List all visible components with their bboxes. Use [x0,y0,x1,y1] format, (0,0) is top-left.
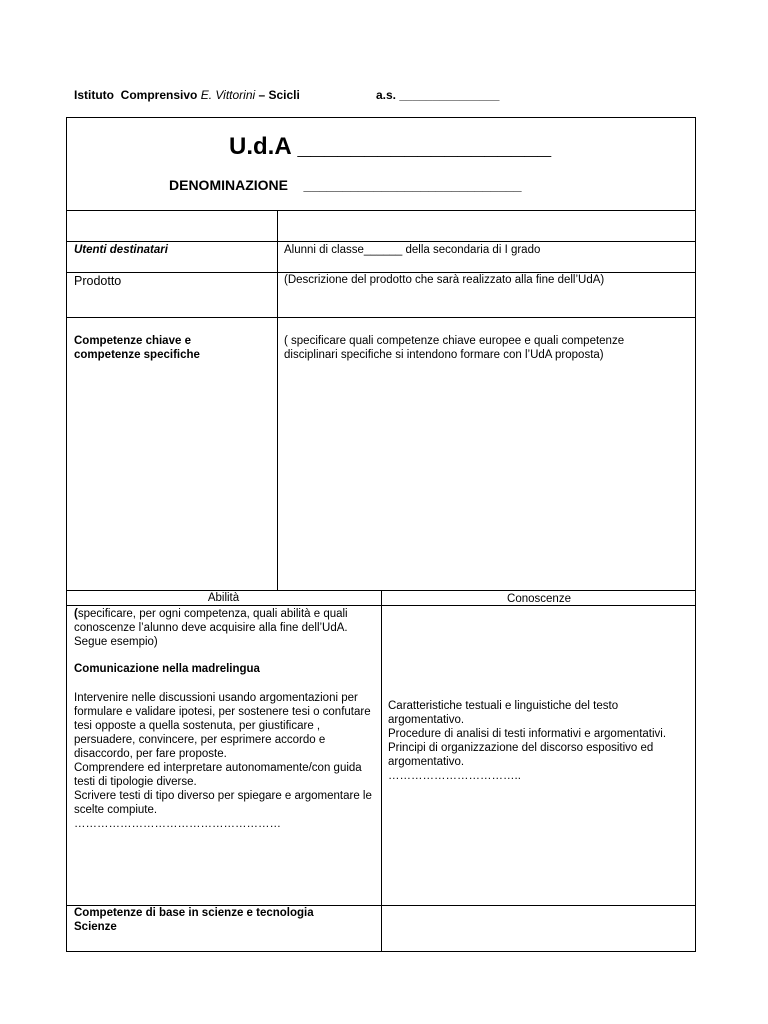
competenze-label-line2: competenze specifiche [74,349,200,361]
utenti-label: Utenti destinatari [74,244,168,256]
last-row-label-line2: Scienze [74,921,117,933]
school-prefix: Istituto Comprensivo [74,88,201,102]
row-divider [66,241,696,242]
abilita-content [74,607,376,831]
prodotto-value: (Descrizione del prodotto che sarà realizzato alla fine dell’UdA) [284,274,605,286]
school-year: a.s. _______________ [376,88,500,102]
abilita-section-title: Comunicazione nella madrelingua [74,663,260,675]
abilita-item: Intervenire nelle discussioni usando argomentazioni per formulare e validare ipotesi, per sostenere tesi o confutare tesi opposte a quella sostenuta, per giustificare , persuadere, convincere, per esprimere accordo e disaccordo, per fare proposte. [74,692,371,760]
school-name: E. Vittorini [200,88,256,102]
conoscenze-item: Principi di organizzazione del discorso espositivo ed argomentativo. [388,742,654,768]
abilita-intro-bracket: ( [74,608,78,620]
abilita-intro-text: specificare, per ogni competenza, quali abilità e quali conoscenze l’alunno deve acquisire alla fine dell’UdA. Segue esempio) [74,608,348,648]
prodotto-label: Prodotto [74,274,122,288]
row-divider [66,210,696,211]
utenti-value: Alunni di classe______ della secondaria di I grado [284,244,541,256]
uda-denomination: DENOMINAZIONE ____________________________ [169,177,522,193]
school-suffix: – Scicli [255,88,300,102]
column-divider [277,210,278,591]
header-line [74,88,500,102]
column-divider [381,590,382,952]
last-row-label-line1: Competenze di base in scienze e tecnologia [74,907,314,919]
competenze-value: ( specificare quali competenze chiave europee e quali competenze disciplinari specifiche si intendono formare con l’UdA proposta) [284,335,625,361]
competenze-label-line1: Competenze chiave e [74,335,191,347]
row-divider [66,317,696,318]
conoscenze-header: Conoscenze [507,593,571,605]
competenze-label [74,334,274,362]
abilita-header: Abilità [207,592,240,604]
abilita-dots: ……………………………………………… [74,818,281,830]
conoscenze-item: Caratteristiche testuali e linguistiche del testo argomentativo. [388,700,619,726]
abilita-item: Comprendere ed interpretare autonomamente/con guida testi di tipologie diverse. [74,762,362,788]
conoscenze-item: Procedure di analisi di testi informativi e argomentativi. [388,728,667,740]
conoscenze-dots: …………………………….. [388,770,521,782]
conoscenze-content [388,699,690,783]
last-row-label [74,906,379,934]
abilita-item: Scrivere testi di tipo diverso per spiegare e argomentare le scelte compiute. [74,790,372,816]
uda-title: U.d.A ___________________ [229,133,552,160]
abilita-intro [74,607,376,649]
